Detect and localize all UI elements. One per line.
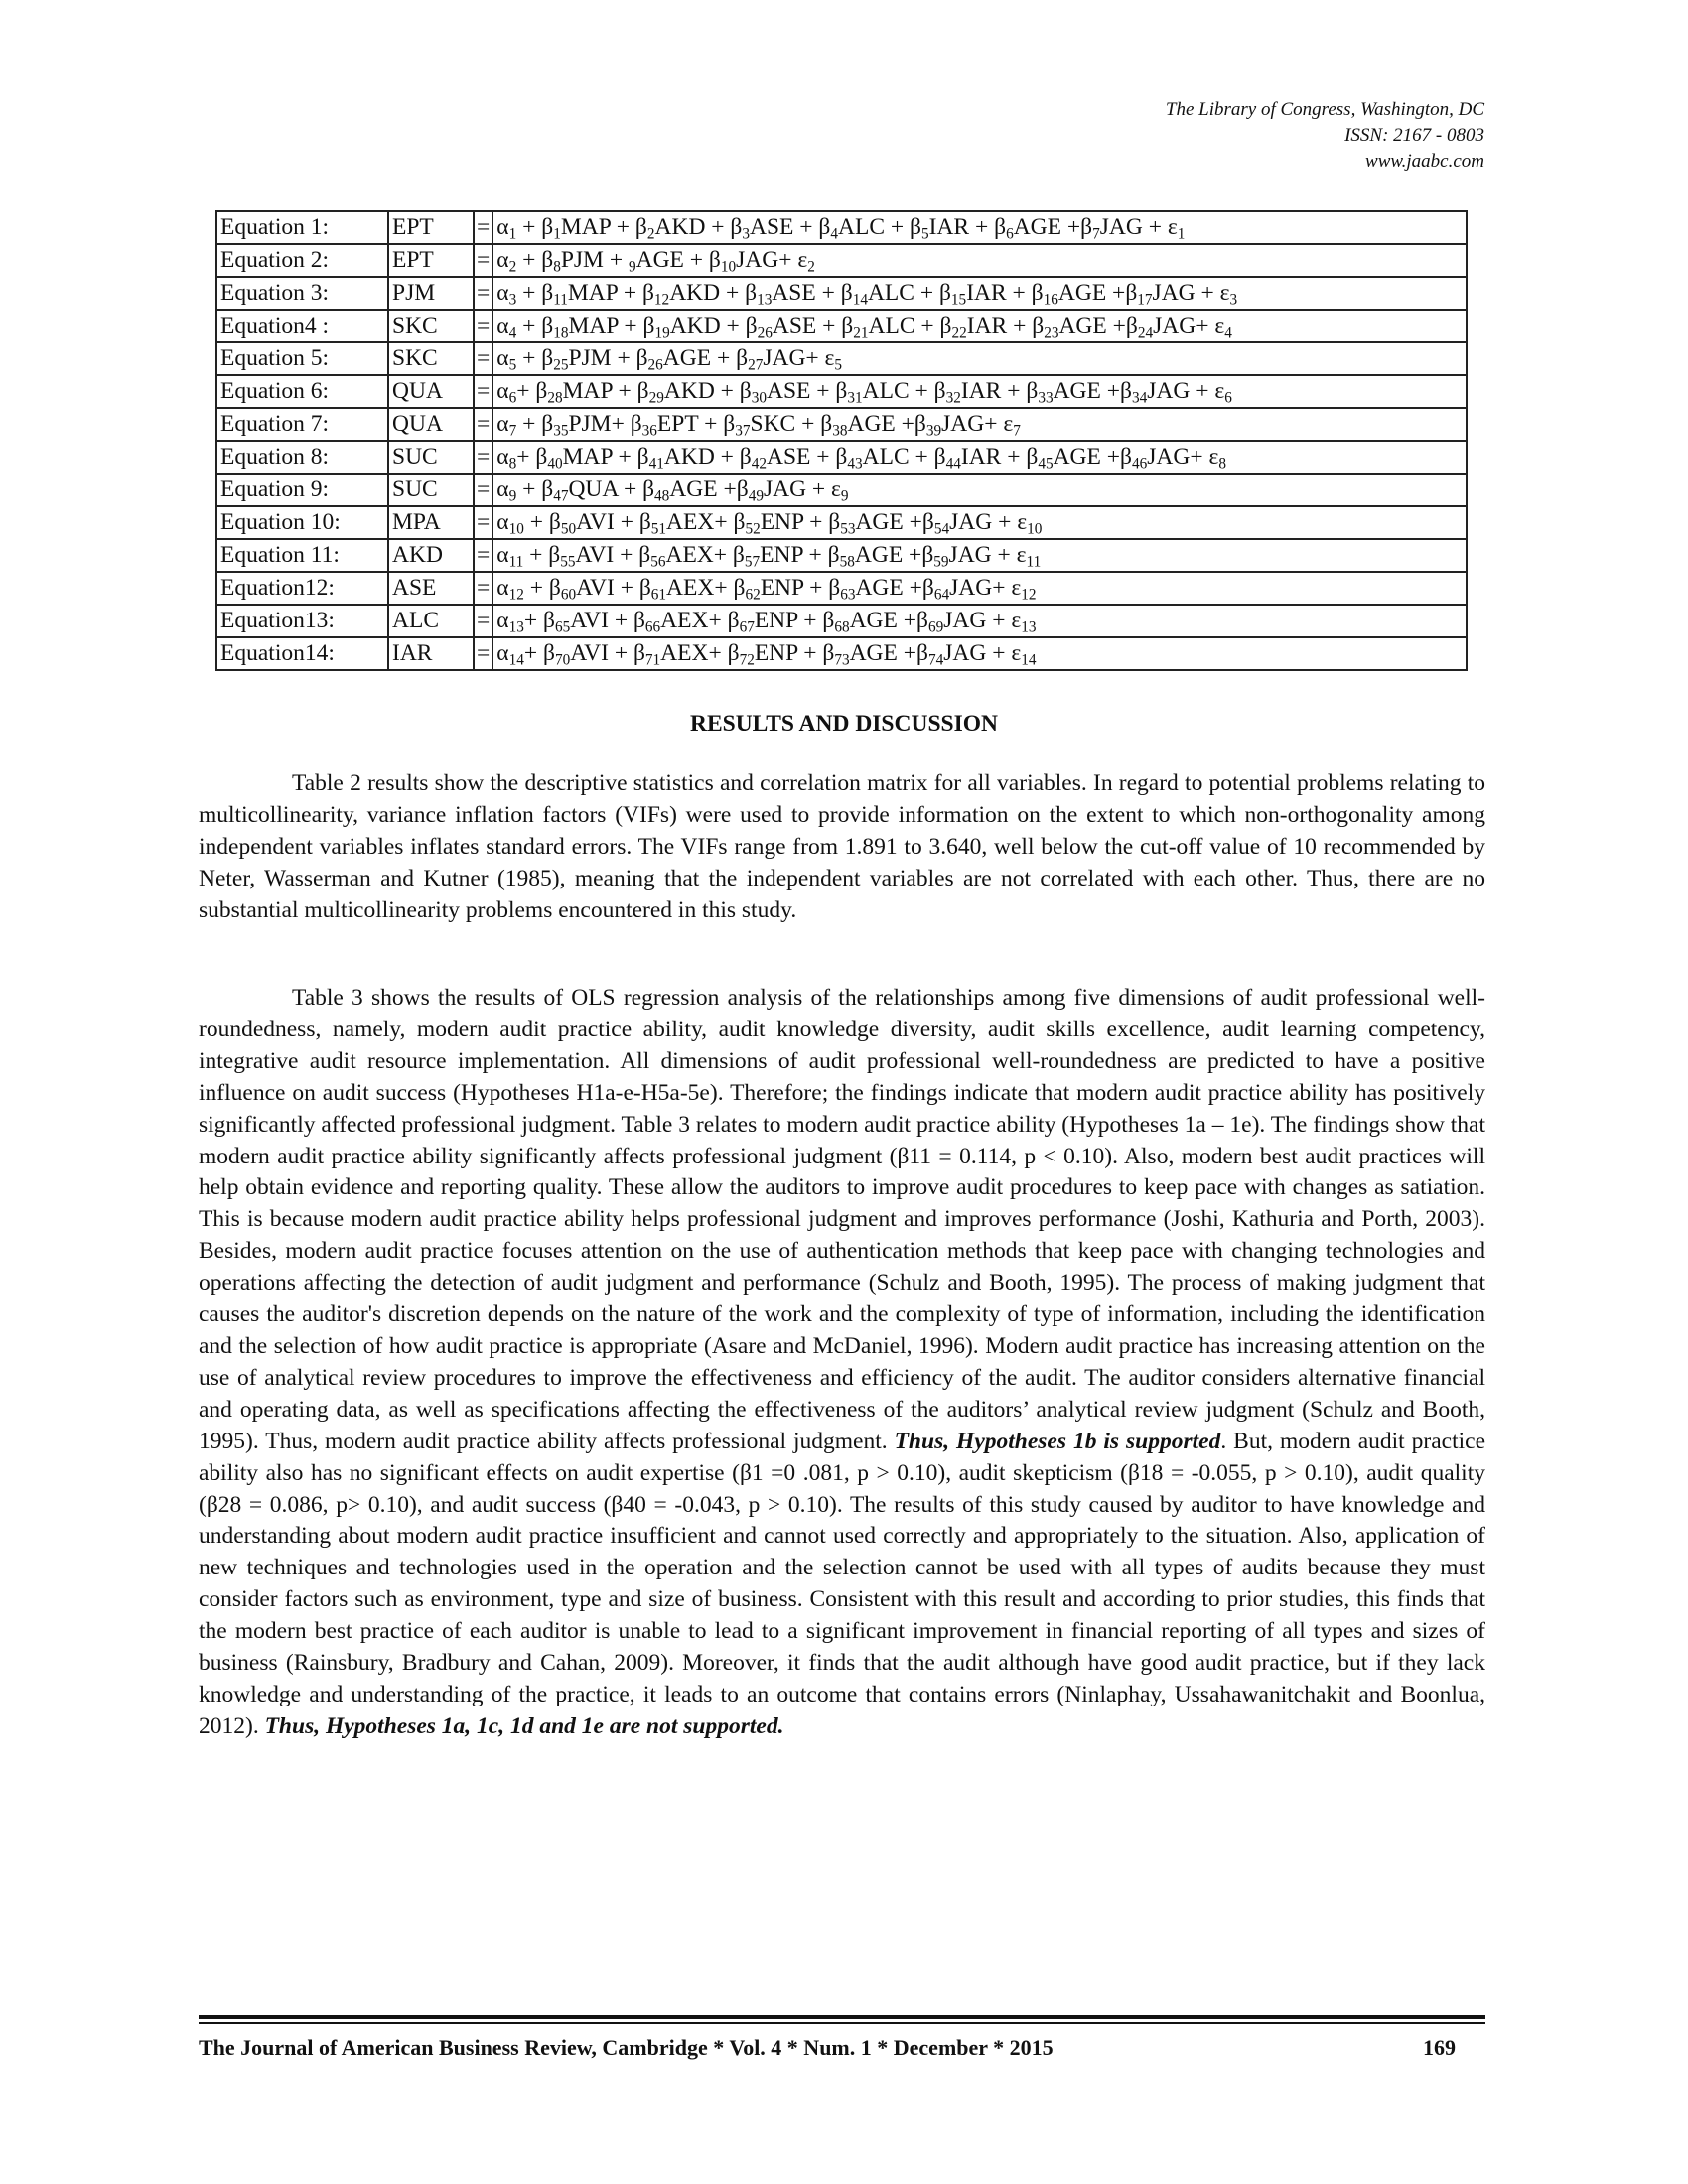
- paragraph-descriptive-statistics: [199, 768, 1485, 927]
- equation-expression: [492, 539, 1467, 572]
- equation-term: AGE +β: [854, 542, 934, 568]
- equals-sign: =: [474, 277, 492, 310]
- equation-label: Equation4 :: [216, 310, 388, 342]
- equation-term: IAR + β: [966, 280, 1044, 306]
- equation-term: JAG+ ε: [736, 247, 808, 273]
- equation-term: + β: [516, 411, 554, 437]
- equation-term: IAR + β: [966, 313, 1045, 339]
- equation-term: AGE +β: [855, 509, 934, 535]
- equation-term: α: [496, 313, 509, 339]
- equation-subscript: 4: [830, 225, 839, 243]
- equation-subscript: 73: [834, 651, 850, 669]
- equation-expression: [492, 441, 1467, 474]
- equation-subscript: 14: [852, 291, 868, 309]
- equation-subscript: 52: [745, 520, 761, 538]
- equation-term: AGE +β: [1058, 313, 1138, 339]
- equation-term: AVI + β: [575, 542, 651, 568]
- equation-subscript: 12: [653, 291, 670, 309]
- equation-term: JAG + ε: [948, 542, 1027, 568]
- equation-term: MAP + β: [568, 313, 655, 339]
- header-library: The Library of Congress, Washington, DC: [1165, 99, 1484, 120]
- equation-term: AGE + β: [662, 345, 749, 371]
- equation-subscript: 18: [553, 324, 569, 341]
- equation-subscript: 54: [933, 520, 950, 538]
- equation-expression: [492, 342, 1467, 375]
- equation-term: AEX+ β: [666, 509, 746, 535]
- equation-term: α: [496, 280, 509, 306]
- equation-subscript: 59: [933, 553, 949, 571]
- equation-term: AGE +β: [849, 608, 928, 633]
- equation-row: [216, 342, 1467, 375]
- equation-term: + β: [516, 313, 554, 339]
- equation-term: + β: [523, 575, 561, 601]
- equation-subscript: 3: [1229, 291, 1238, 309]
- equation-term: SKC + β: [750, 411, 833, 437]
- dependent-variable: QUA: [388, 408, 474, 441]
- equation-subscript: 2: [646, 225, 655, 243]
- equation-label: Equation 8:: [216, 441, 388, 474]
- equation-row: [216, 572, 1467, 605]
- equation-expression: [492, 474, 1467, 506]
- equation-subscript: 9: [840, 487, 849, 505]
- equation-expression: [492, 506, 1467, 539]
- dependent-variable: QUA: [388, 375, 474, 408]
- equation-subscript: 36: [641, 422, 657, 440]
- equation-subscript: 13: [757, 291, 773, 309]
- equation-term: AGE +β: [1053, 378, 1132, 404]
- equals-sign: =: [474, 506, 492, 539]
- equation-term: AGE +β: [669, 477, 749, 502]
- equation-term: ALC + β: [862, 378, 946, 404]
- equals-sign: =: [474, 244, 492, 277]
- header-website: www.jaabc.com: [1365, 151, 1484, 172]
- hypotheses-not-supported-emphasis: Thus, Hypotheses 1a, 1c, 1d and 1e are not supported.: [264, 1712, 784, 1739]
- equals-sign: =: [474, 539, 492, 572]
- equation-label: Equation 7:: [216, 408, 388, 441]
- equation-expression: [492, 211, 1467, 244]
- equation-subscript: 67: [739, 618, 755, 636]
- equation-subscript: 14: [508, 651, 524, 669]
- equation-subscript: 58: [839, 553, 855, 571]
- equation-term: α: [496, 444, 509, 470]
- equation-term: MAP + β: [567, 280, 654, 306]
- equation-term: α: [496, 575, 509, 601]
- equation-expression: [492, 244, 1467, 277]
- equation-subscript: 13: [508, 618, 524, 636]
- equation-term: ENP + β: [754, 640, 835, 666]
- equation-subscript: 74: [927, 651, 944, 669]
- equation-subscript: 49: [748, 487, 764, 505]
- equation-subscript: 6: [508, 389, 517, 407]
- dependent-variable: ALC: [388, 605, 474, 637]
- equation-label: Equation 10:: [216, 506, 388, 539]
- equation-term: α: [496, 640, 509, 666]
- paragraph-2-text-b: . But, modern audit practice ability also has no significant effects on audit expertise (β1 =0 .081, p > 0.10), audit skepticism (β18 = -0.055, p > 0.10), audit quality (β28 = 0.086, p> 0.10), and audit success (β40 = -0.043, p > 0.10). The results of this study caused by auditor to have knowledge and understanding about modern audit practice insufficient and cannot used correctly and appropriately to the situation. Also, application of new techniques and technologies used in the operation and the selection cannot be used with all types of audits because they must consider factors such as environment, type and size of business. Consistent with this result and according to prior studies, this finds that the modern best practice of each auditor is unable to lead to a significant improvement in financial reporting of all types and sizes of business (Rainsbury, Bradbury and Cahan, 2009). Moreover, it finds that the audit although have good audit practice, but if they lack knowledge and understanding of the practice, it leads to an outcome that contains errors (Ninlaphay, Ussahawanitchakit and Boonlua, 2012).: [199, 1428, 1485, 1739]
- equation-label: Equation14:: [216, 637, 388, 670]
- hypothesis-supported-emphasis: Thus, Hypotheses 1b is supported: [894, 1428, 1221, 1454]
- dependent-variable: SUC: [388, 441, 474, 474]
- equation-term: PJM +: [560, 247, 629, 273]
- equation-subscript: 12: [1021, 586, 1037, 604]
- equation-label: Equation 6:: [216, 375, 388, 408]
- equation-subscript: 6: [1006, 225, 1014, 243]
- dependent-variable: PJM: [388, 277, 474, 310]
- equation-subscript: 25: [553, 356, 569, 374]
- equation-term: ALC + β: [838, 214, 921, 240]
- equation-row: [216, 637, 1467, 670]
- equation-term: + β: [516, 214, 554, 240]
- equation-subscript: 17: [1137, 291, 1153, 309]
- equation-subscript: 41: [648, 455, 664, 473]
- equation-subscript: 68: [834, 618, 850, 636]
- paragraph-regression-results: [199, 983, 1485, 1743]
- equation-subscript: 7: [1013, 422, 1021, 440]
- equation-term: ASE + β: [767, 378, 848, 404]
- equation-subscript: 10: [720, 258, 737, 276]
- equation-subscript: 9: [508, 487, 517, 505]
- equation-term: MAP + β: [562, 378, 649, 404]
- equation-term: α: [496, 509, 509, 535]
- equation-subscript: 15: [950, 291, 967, 309]
- equals-sign: =: [474, 211, 492, 244]
- equation-subscript: 27: [748, 356, 764, 374]
- equals-sign: =: [474, 342, 492, 375]
- equation-term: ALC + β: [867, 280, 951, 306]
- equals-sign: =: [474, 441, 492, 474]
- footer-rule-thin: [199, 2022, 1485, 2024]
- equation-term: ALC + β: [868, 313, 952, 339]
- equation-row: [216, 605, 1467, 637]
- equals-sign: =: [474, 605, 492, 637]
- equation-term: AKD + β: [663, 378, 752, 404]
- equation-term: ASE + β: [772, 313, 854, 339]
- equals-sign: =: [474, 375, 492, 408]
- equation-term: JAG+ ε: [949, 575, 1022, 601]
- equation-term: + β: [516, 378, 548, 404]
- equals-sign: =: [474, 474, 492, 506]
- equation-subscript: 22: [951, 324, 967, 341]
- equation-subscript: 1: [508, 225, 517, 243]
- equation-subscript: 71: [644, 651, 661, 669]
- equation-subscript: 50: [560, 520, 577, 538]
- equation-expression: [492, 310, 1467, 342]
- dependent-variable: EPT: [388, 211, 474, 244]
- equation-label: Equation12:: [216, 572, 388, 605]
- equation-row: [216, 441, 1467, 474]
- equation-row: [216, 474, 1467, 506]
- equation-term: ASE + β: [767, 444, 848, 470]
- equation-subscript: 19: [654, 324, 670, 341]
- equals-sign: =: [474, 408, 492, 441]
- equation-label: Equation13:: [216, 605, 388, 637]
- equation-subscript: 26: [647, 356, 663, 374]
- equation-subscript: 72: [739, 651, 755, 669]
- equation-subscript: 3: [508, 291, 517, 309]
- equation-subscript: 70: [554, 651, 571, 669]
- equation-term: IAR + β: [960, 444, 1039, 470]
- equation-term: JAG + ε: [943, 640, 1022, 666]
- equation-subscript: 1: [553, 225, 561, 243]
- equation-term: ENP + β: [754, 608, 835, 633]
- equation-term: MAP + β: [562, 444, 649, 470]
- equation-subscript: 33: [1038, 389, 1054, 407]
- equation-label: Equation 1:: [216, 211, 388, 244]
- equation-term: QUA + β: [568, 477, 655, 502]
- equation-row: [216, 539, 1467, 572]
- equation-expression: [492, 572, 1467, 605]
- equation-term: AKD + β: [663, 444, 752, 470]
- equation-subscript: 69: [927, 618, 944, 636]
- equation-subscript: 65: [554, 618, 571, 636]
- equation-subscript: 38: [832, 422, 848, 440]
- equation-subscript: 5: [508, 356, 517, 374]
- equation-term: AKD + β: [654, 214, 743, 240]
- equation-label: Equation 5:: [216, 342, 388, 375]
- equation-row: [216, 277, 1467, 310]
- equation-term: PJM+ β: [568, 411, 642, 437]
- equation-term: ENP + β: [760, 575, 841, 601]
- equation-subscript: 60: [560, 586, 577, 604]
- equation-term: IAR + β: [960, 378, 1039, 404]
- equation-subscript: 48: [654, 487, 670, 505]
- equation-term: JAG+ ε: [941, 411, 1014, 437]
- equation-row: [216, 211, 1467, 244]
- equation-subscript: 40: [547, 455, 563, 473]
- equation-term: JAG+ ε: [763, 345, 835, 371]
- equation-term: α: [496, 214, 509, 240]
- equation-term: JAG+ ε: [1153, 313, 1225, 339]
- equation-subscript: 47: [553, 487, 569, 505]
- equation-term: AGE +β: [1057, 280, 1138, 306]
- equation-subscript: 35: [553, 422, 569, 440]
- equation-subscript: 9: [628, 258, 636, 276]
- equation-term: MAP + β: [560, 214, 647, 240]
- equation-subscript: 61: [650, 586, 667, 604]
- equation-subscript: 24: [1137, 324, 1154, 341]
- equation-row: [216, 244, 1467, 277]
- equation-subscript: 1: [1177, 225, 1186, 243]
- equation-term: + β: [516, 477, 554, 502]
- equation-term: AEX+ β: [666, 575, 746, 601]
- equation-term: ENP + β: [760, 509, 841, 535]
- equation-term: JAG + ε: [1099, 214, 1178, 240]
- equation-subscript: 14: [1021, 651, 1037, 669]
- dependent-variable: SKC: [388, 310, 474, 342]
- equation-subscript: 32: [945, 389, 961, 407]
- equation-term: AGE +β: [1013, 214, 1093, 240]
- equals-sign: =: [474, 572, 492, 605]
- dependent-variable: ASE: [388, 572, 474, 605]
- equation-subscript: 31: [847, 389, 863, 407]
- equation-subscript: 29: [648, 389, 664, 407]
- equation-term: ENP + β: [760, 542, 840, 568]
- equation-subscript: 12: [508, 586, 524, 604]
- equation-label: Equation 9:: [216, 474, 388, 506]
- equation-subscript: 16: [1043, 291, 1058, 309]
- equation-subscript: 57: [744, 553, 761, 571]
- equation-subscript: 45: [1038, 455, 1054, 473]
- equation-term: IAR + β: [928, 214, 1007, 240]
- equation-subscript: 11: [508, 553, 524, 571]
- equation-term: AGE +β: [855, 575, 934, 601]
- equation-expression: [492, 637, 1467, 670]
- equation-term: JAG + ε: [1152, 280, 1230, 306]
- equation-term: α: [496, 477, 509, 502]
- paragraph-2-text-a: Table 3 shows the results of OLS regression analysis of the relationships among five dimensions of audit professional well-roundedness, namely, modern audit practice ability, audit knowledge diversity, audit skills excellence, audit learning competency, integrative audit resource implementation. All dimensions of audit professional well-roundedness are predicted to have a positive influence on audit success (Hypotheses H1a-e-H5a-5e). Therefore; the findings indicate that modern audit practice ability has positively significantly affected professional judgment. Table 3 relates to modern audit practice ability (Hypotheses 1a – 1e). The findings show that modern audit practice ability significantly affects professional judgment (β11 = 0.114, p < 0.10). Also, modern best audit practices will help obtain evidence and reporting quality. These allow the auditors to improve audit procedures to keep pace with changes as satiation. This is because modern audit practice ability helps professional judgment and improves performance (Joshi, Kathuria and Porth, 2003). Besides, modern audit practice focuses attention on the use of authentication methods that keep pace with changing technologies and operations affecting the detection of audit judgment and performance (Schulz and Booth, 1995). The process of making judgment that causes the auditor's discretion depends on the nature of the work and the complexity of type of information, including the identification and the selection of how audit practice is appropriate (Asare and McDaniel, 1996). Modern audit practice has increasing attention on the use of analytical review procedures to improve the effectiveness and efficiency of the audit. The auditor considers alternative financial and operating data, as well as specifications affecting the effectiveness of the auditors’ analytical review judgment (Schulz and Booth, 1995). Thus, modern audit practice ability affects professional judgment.: [199, 985, 1485, 1454]
- equation-term: AGE + β: [635, 247, 721, 273]
- equation-subscript: 2: [807, 258, 815, 276]
- equation-label: Equation 11:: [216, 539, 388, 572]
- equation-subscript: 13: [1021, 618, 1037, 636]
- equation-term: + β: [516, 345, 554, 371]
- dependent-variable: EPT: [388, 244, 474, 277]
- equation-subscript: 8: [553, 258, 561, 276]
- equation-subscript: 4: [508, 324, 517, 341]
- dependent-variable: AKD: [388, 539, 474, 572]
- equation-subscript: 30: [751, 389, 768, 407]
- equation-term: ASE + β: [772, 280, 853, 306]
- equation-term: ALC + β: [862, 444, 946, 470]
- equation-subscript: 26: [757, 324, 773, 341]
- equation-expression: [492, 605, 1467, 637]
- page-number: 169: [1423, 2035, 1456, 2060]
- dependent-variable: IAR: [388, 637, 474, 670]
- equation-subscript: 46: [1131, 455, 1148, 473]
- equation-term: + β: [516, 280, 554, 306]
- equation-subscript: 55: [560, 553, 576, 571]
- equation-row: [216, 506, 1467, 539]
- equation-term: α: [496, 542, 509, 568]
- equation-term: AGE +β: [849, 640, 928, 666]
- equation-term: + β: [523, 509, 561, 535]
- footer-rule-thick: [199, 2015, 1485, 2019]
- equation-subscript: 23: [1044, 324, 1059, 341]
- equation-expression: [492, 408, 1467, 441]
- equation-term: + β: [523, 608, 555, 633]
- equation-row: [216, 375, 1467, 408]
- equation-term: JAG + ε: [943, 608, 1022, 633]
- equation-term: + β: [523, 542, 561, 568]
- equation-subscript: 62: [745, 586, 761, 604]
- equation-term: AGE +β: [1053, 444, 1132, 470]
- equation-term: PJM + β: [568, 345, 648, 371]
- equation-term: AVI + β: [576, 509, 651, 535]
- equation-label: Equation 2:: [216, 244, 388, 277]
- equation-expression: [492, 277, 1467, 310]
- equation-subscript: 42: [751, 455, 768, 473]
- equation-subscript: 56: [650, 553, 666, 571]
- equation-subscript: 7: [1092, 225, 1100, 243]
- equation-subscript: 51: [650, 520, 667, 538]
- dependent-variable: MPA: [388, 506, 474, 539]
- equation-term: α: [496, 378, 509, 404]
- equation-term: α: [496, 411, 509, 437]
- equation-subscript: 10: [508, 520, 524, 538]
- equation-subscript: 3: [742, 225, 751, 243]
- equation-subscript: 11: [1026, 553, 1042, 571]
- equation-term: EPT + β: [656, 411, 736, 437]
- header-issn: ISSN: 2167 - 0803: [1344, 125, 1484, 146]
- equation-subscript: 43: [847, 455, 863, 473]
- equation-term: JAG + ε: [949, 509, 1028, 535]
- equation-term: JAG + ε: [763, 477, 841, 502]
- equation-subscript: 34: [1131, 389, 1148, 407]
- equation-subscript: 4: [1224, 324, 1232, 341]
- equation-row: [216, 408, 1467, 441]
- running-header: [1166, 97, 1484, 175]
- equation-expression: [492, 375, 1467, 408]
- equation-row: [216, 310, 1467, 342]
- equation-subscript: 2: [508, 258, 517, 276]
- equals-sign: =: [474, 637, 492, 670]
- equation-subscript: 8: [508, 455, 517, 473]
- paragraph-1-text: Table 2 results show the descriptive statistics and correlation matrix for all variables. In regard to potential problems relating to multicollinearity, variance inflation factors (VIFs) were used to provide information on the extent to which non-orthogonality among independent variables inflates standard errors. The VIFs range from 1.891 to 3.640, well below the cut-off value of 10 recommended by Neter, Wasserman and Kutner (1985), meaning that the independent variables are not correlated with each other. Thus, there are no substantial multicollinearity problems encountered in this study.: [199, 770, 1485, 923]
- equation-term: + β: [523, 640, 555, 666]
- dependent-variable: SKC: [388, 342, 474, 375]
- equation-label: Equation 3:: [216, 277, 388, 310]
- equation-subscript: 7: [508, 422, 517, 440]
- equation-term: AKD + β: [669, 313, 758, 339]
- equation-subscript: 5: [834, 356, 843, 374]
- equation-term: JAG + ε: [1147, 378, 1225, 404]
- equations-table: [215, 210, 1468, 671]
- equation-subscript: 37: [735, 422, 751, 440]
- equation-subscript: 6: [1224, 389, 1232, 407]
- equation-subscript: 8: [1218, 455, 1226, 473]
- equation-term: AVI + β: [570, 608, 645, 633]
- equals-sign: =: [474, 310, 492, 342]
- equation-subscript: 21: [853, 324, 869, 341]
- equation-term: JAG+ ε: [1147, 444, 1219, 470]
- equation-term: + β: [516, 444, 548, 470]
- equation-subscript: 5: [920, 225, 929, 243]
- equation-subscript: 39: [925, 422, 942, 440]
- equation-term: α: [496, 247, 509, 273]
- equation-subscript: 66: [644, 618, 661, 636]
- equation-subscript: 53: [840, 520, 856, 538]
- equation-term: + β: [516, 247, 554, 273]
- equation-subscript: 64: [933, 586, 950, 604]
- equation-term: AVI + β: [576, 575, 651, 601]
- equation-term: AEX+ β: [660, 640, 740, 666]
- equation-subscript: 11: [553, 291, 568, 309]
- equation-subscript: 28: [547, 389, 563, 407]
- dependent-variable: SUC: [388, 474, 474, 506]
- footer-journal-title: The Journal of American Business Review, Cambridge * Vol. 4 * Num. 1 * December * 2015: [199, 2035, 1054, 2060]
- equation-term: AKD + β: [669, 280, 758, 306]
- equation-term: AEX+ β: [665, 542, 745, 568]
- equation-term: α: [496, 345, 509, 371]
- equation-subscript: 63: [840, 586, 856, 604]
- section-title: RESULTS AND DISCUSSION: [690, 711, 998, 737]
- equation-term: α: [496, 608, 509, 633]
- equation-term: AGE +β: [847, 411, 926, 437]
- equation-term: AVI + β: [570, 640, 645, 666]
- equation-term: AEX+ β: [660, 608, 740, 633]
- equation-subscript: 10: [1027, 520, 1043, 538]
- equation-term: ASE + β: [750, 214, 831, 240]
- equation-subscript: 44: [945, 455, 961, 473]
